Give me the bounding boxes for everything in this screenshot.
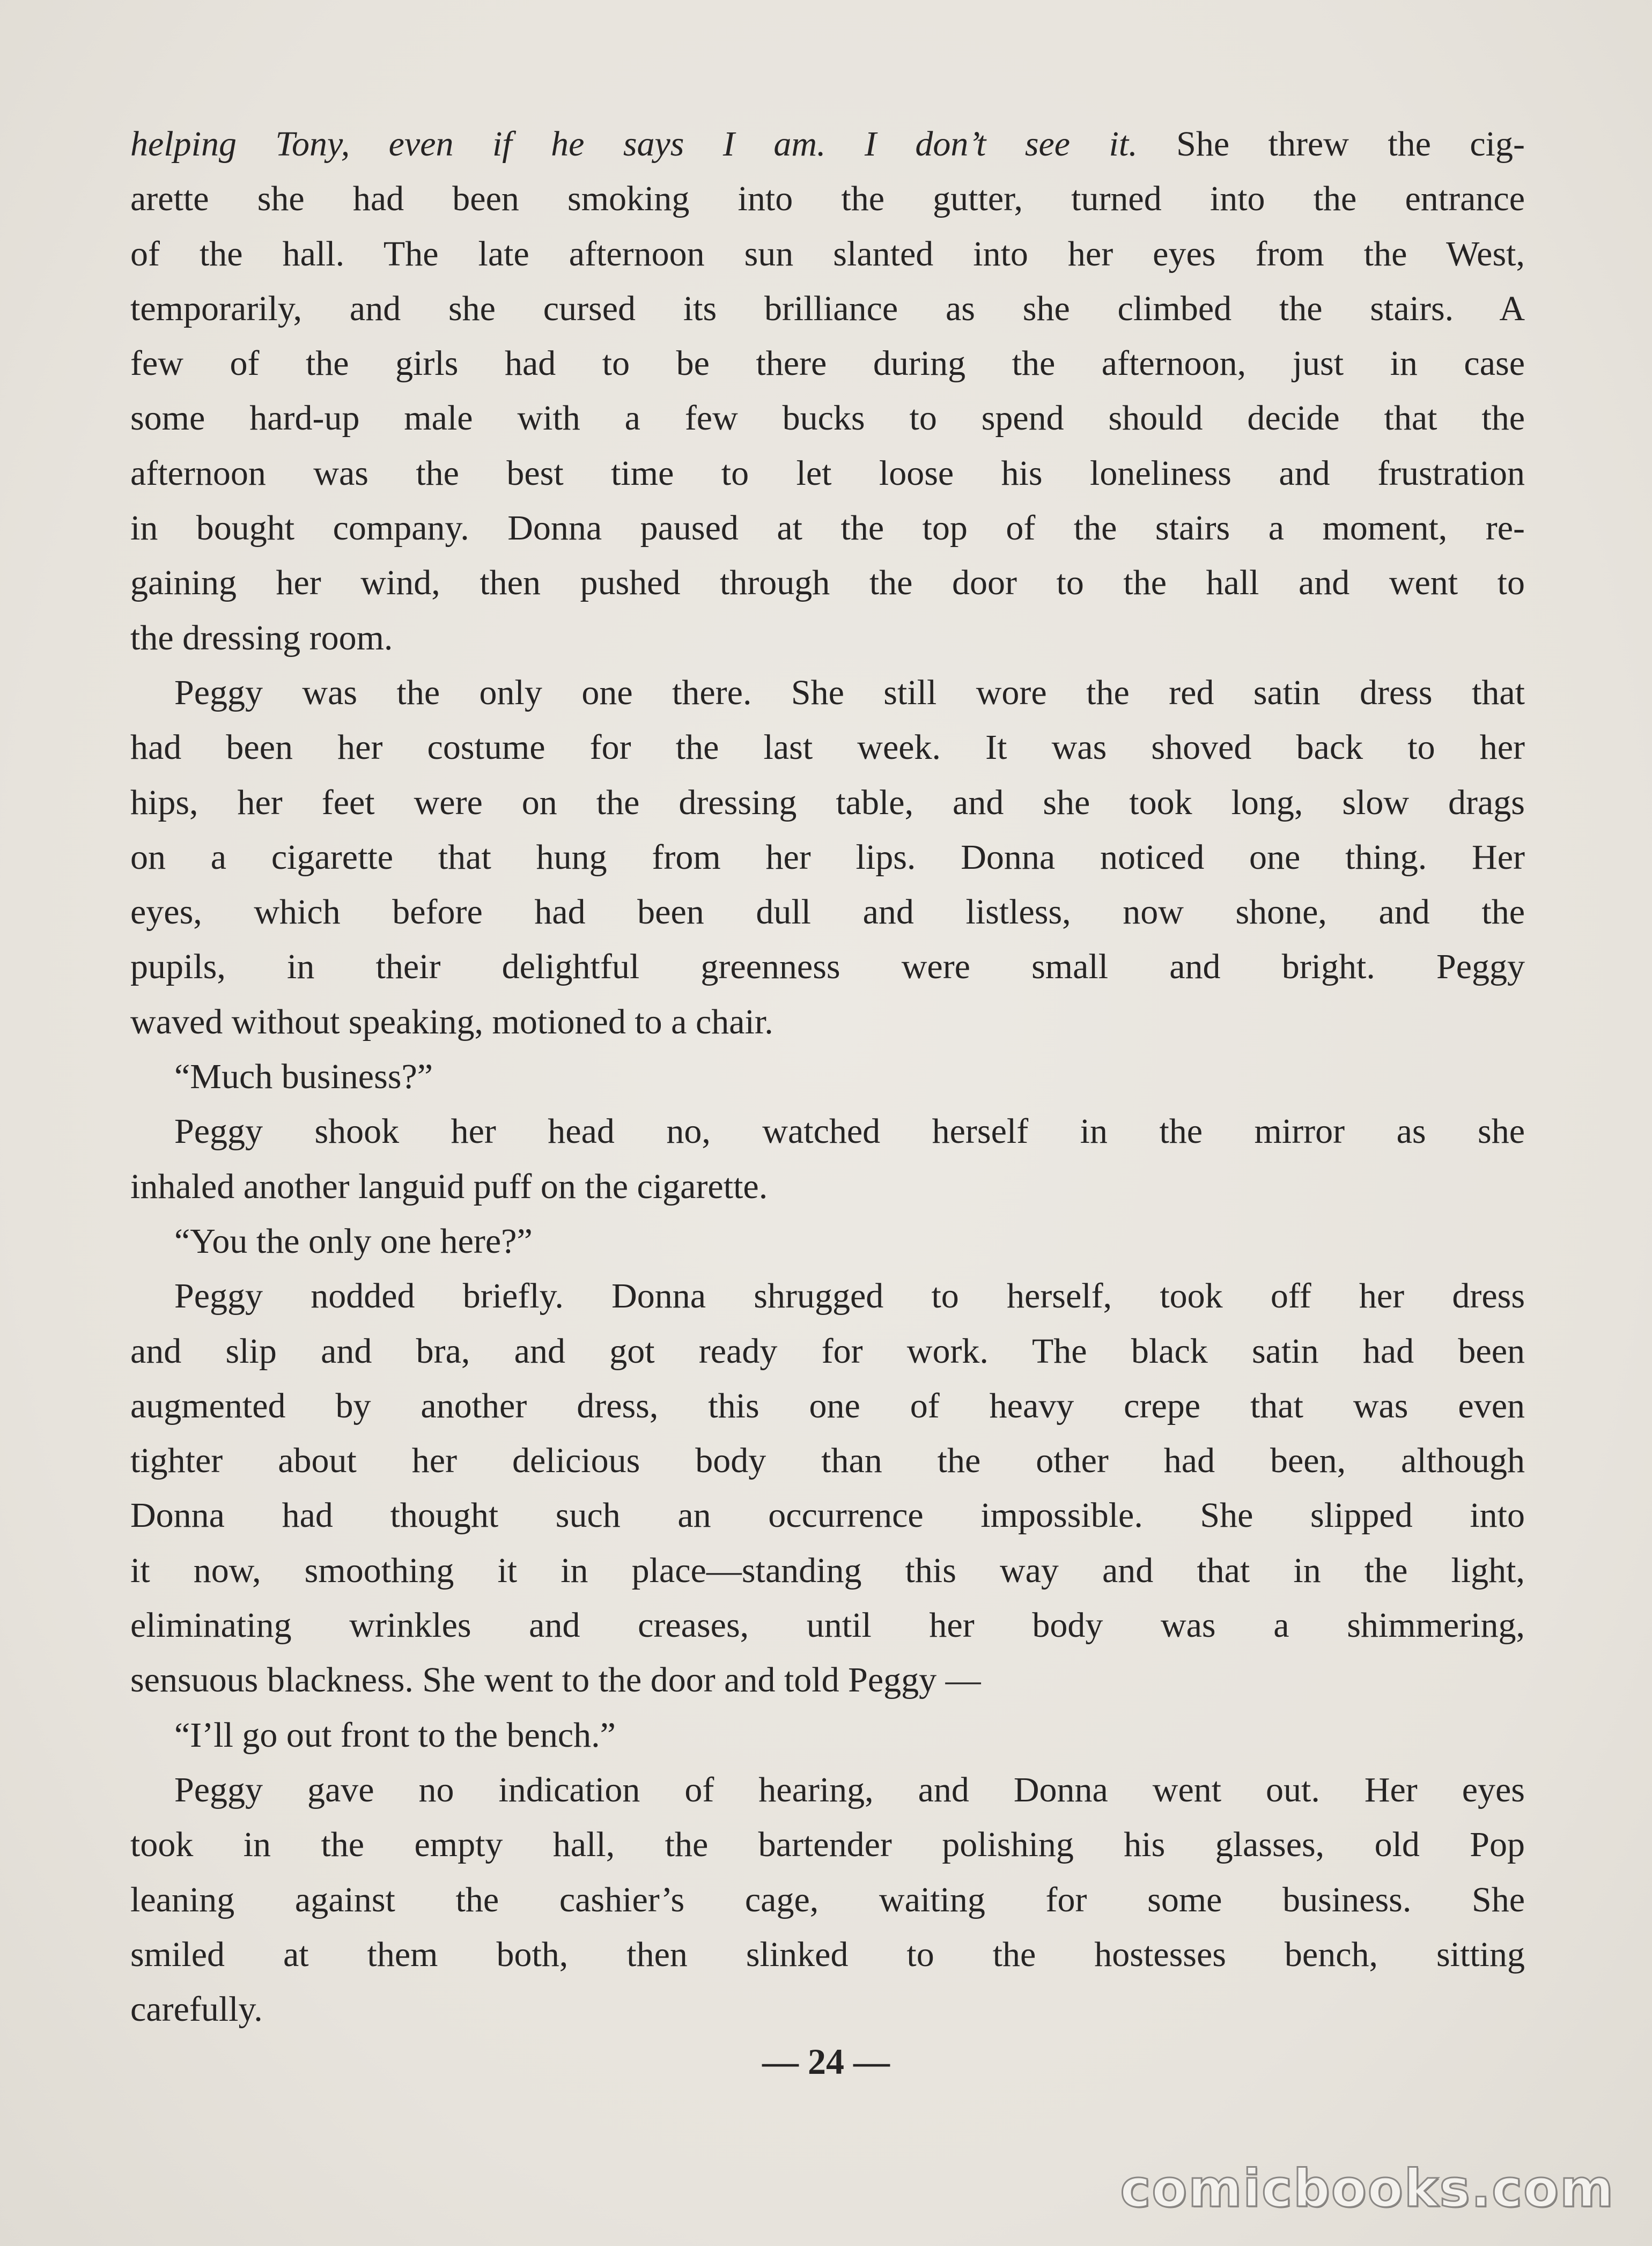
- text-line: [130, 1159, 1525, 1214]
- text-line: [130, 1653, 1525, 1708]
- line-text: inhaled another languid puff on the cigarette.: [130, 1166, 768, 1206]
- text-line: [130, 1050, 1525, 1104]
- line-text: waved without speaking, motioned to a chair.: [130, 1002, 773, 1041]
- text-line: [130, 1104, 1525, 1159]
- line-text: Peggy nodded briefly. Donna shrugged to herself, took off her dress: [174, 1276, 1525, 1316]
- text-line: [130, 1818, 1525, 1872]
- line-text: augmented by another dress, this one of heavy crepe that was even: [130, 1386, 1525, 1425]
- text-line: [130, 775, 1525, 830]
- body-text: [130, 117, 1525, 2037]
- line-text: gaining her wind, then pushed through the door to the hall and went to: [130, 563, 1525, 603]
- text-line: [130, 1214, 1525, 1269]
- line-text: it now, smoothing it in place—standing this way and that in the light,: [130, 1550, 1525, 1590]
- line-text: hips, her feet were on the dressing table, and she took long, slow drags: [130, 782, 1525, 822]
- text-line: [130, 720, 1525, 775]
- text-line: [130, 1598, 1525, 1653]
- text-line: [130, 556, 1525, 610]
- text-line: [130, 940, 1525, 994]
- line-text: few of the girls had to be there during the afternoon, just in case: [130, 344, 1525, 383]
- line-text: pupils, in their delightful greenness were small and bright. Peggy: [130, 947, 1525, 987]
- line-text: sensuous blackness. She went to the door and told Peggy —: [130, 1660, 981, 1700]
- text-line: [130, 446, 1525, 501]
- line-text: in bought company. Donna paused at the top of the stairs a moment, re-: [130, 508, 1525, 548]
- text-line: [130, 1873, 1525, 1927]
- text-line: [130, 1927, 1525, 1982]
- text-line: [130, 885, 1525, 940]
- line-text: some hard-up male with a few bucks to spend should decide that the: [130, 398, 1525, 438]
- line-text: on a cigarette that hung from her lips. Donna noticed one thing. Her: [130, 837, 1525, 877]
- text-line: [130, 1379, 1525, 1434]
- line-text: Donna had thought such an occurrence impossible. She slipped into: [130, 1496, 1525, 1535]
- line-text: Peggy shook her head no, watched herself in the mirror as she: [174, 1112, 1525, 1151]
- line-text: “Much business?”: [174, 1057, 433, 1097]
- line-text: eyes, which before had been dull and listless, now shone, and the: [130, 892, 1525, 932]
- line-text: “I’ll go out front to the bench.”: [174, 1715, 616, 1755]
- line-text: had been her costume for the last week. It was shoved back to her: [130, 728, 1525, 767]
- text-line: [130, 501, 1525, 556]
- text-line: [130, 282, 1525, 336]
- text-line: [130, 1488, 1525, 1543]
- line-text: Peggy gave no indication of hearing, and Donna went out. Her eyes: [174, 1770, 1525, 1809]
- text-line: [130, 336, 1525, 391]
- line-text: She threw the cig-: [1137, 124, 1525, 164]
- line-text: afternoon was the best time to let loose his loneliness and frustration: [130, 453, 1525, 493]
- line-text: temporarily, and she cursed its brilliance as she climbed the stairs. A: [130, 289, 1525, 328]
- text-line: [130, 391, 1525, 446]
- text-line: [130, 1269, 1525, 1324]
- text-line: [130, 611, 1525, 666]
- line-text: took in the empty hall, the bartender polishing his glasses, old Pop: [130, 1825, 1525, 1865]
- line-text: tighter about her delicious body than the other had been, although: [130, 1441, 1525, 1481]
- text-line: [130, 117, 1525, 172]
- text-line: [130, 1434, 1525, 1488]
- line-text: the dressing room.: [130, 618, 393, 657]
- watermark-logo: comicbooks.com: [1120, 2159, 1614, 2219]
- text-line: [130, 1324, 1525, 1379]
- text-line: [130, 1982, 1525, 2037]
- text-line: [130, 1708, 1525, 1763]
- line-text: Peggy was the only one there. She still wore the red satin dress that: [174, 673, 1525, 712]
- text-line: [130, 830, 1525, 885]
- italic-run: helping Tony, even if he says I am. I don’t see it.: [130, 124, 1138, 164]
- line-text: arette she had been smoking into the gutter, turned into the entrance: [130, 179, 1525, 219]
- text-line: [130, 1543, 1525, 1598]
- line-text: of the hall. The late afternoon sun slanted into her eyes from the West,: [130, 234, 1525, 274]
- line-text: and slip and bra, and got ready for work. The black satin had been: [130, 1331, 1525, 1371]
- page-number: — 24 —: [762, 2041, 890, 2082]
- text-line: [130, 227, 1525, 282]
- line-text: eliminating wrinkles and creases, until her body was a shimmering,: [130, 1606, 1525, 1645]
- line-text: smiled at them both, then slinked to the hostesses bench, sitting: [130, 1934, 1525, 1974]
- text-line: [130, 172, 1525, 226]
- text-line: [130, 1763, 1525, 1818]
- line-text: leaning against the cashier’s cage, waiting for some business. She: [130, 1880, 1525, 1919]
- line-text: “You the only one here?”: [174, 1221, 533, 1261]
- text-line: [130, 666, 1525, 720]
- text-line: [130, 995, 1525, 1050]
- line-text: carefully.: [130, 1990, 263, 2029]
